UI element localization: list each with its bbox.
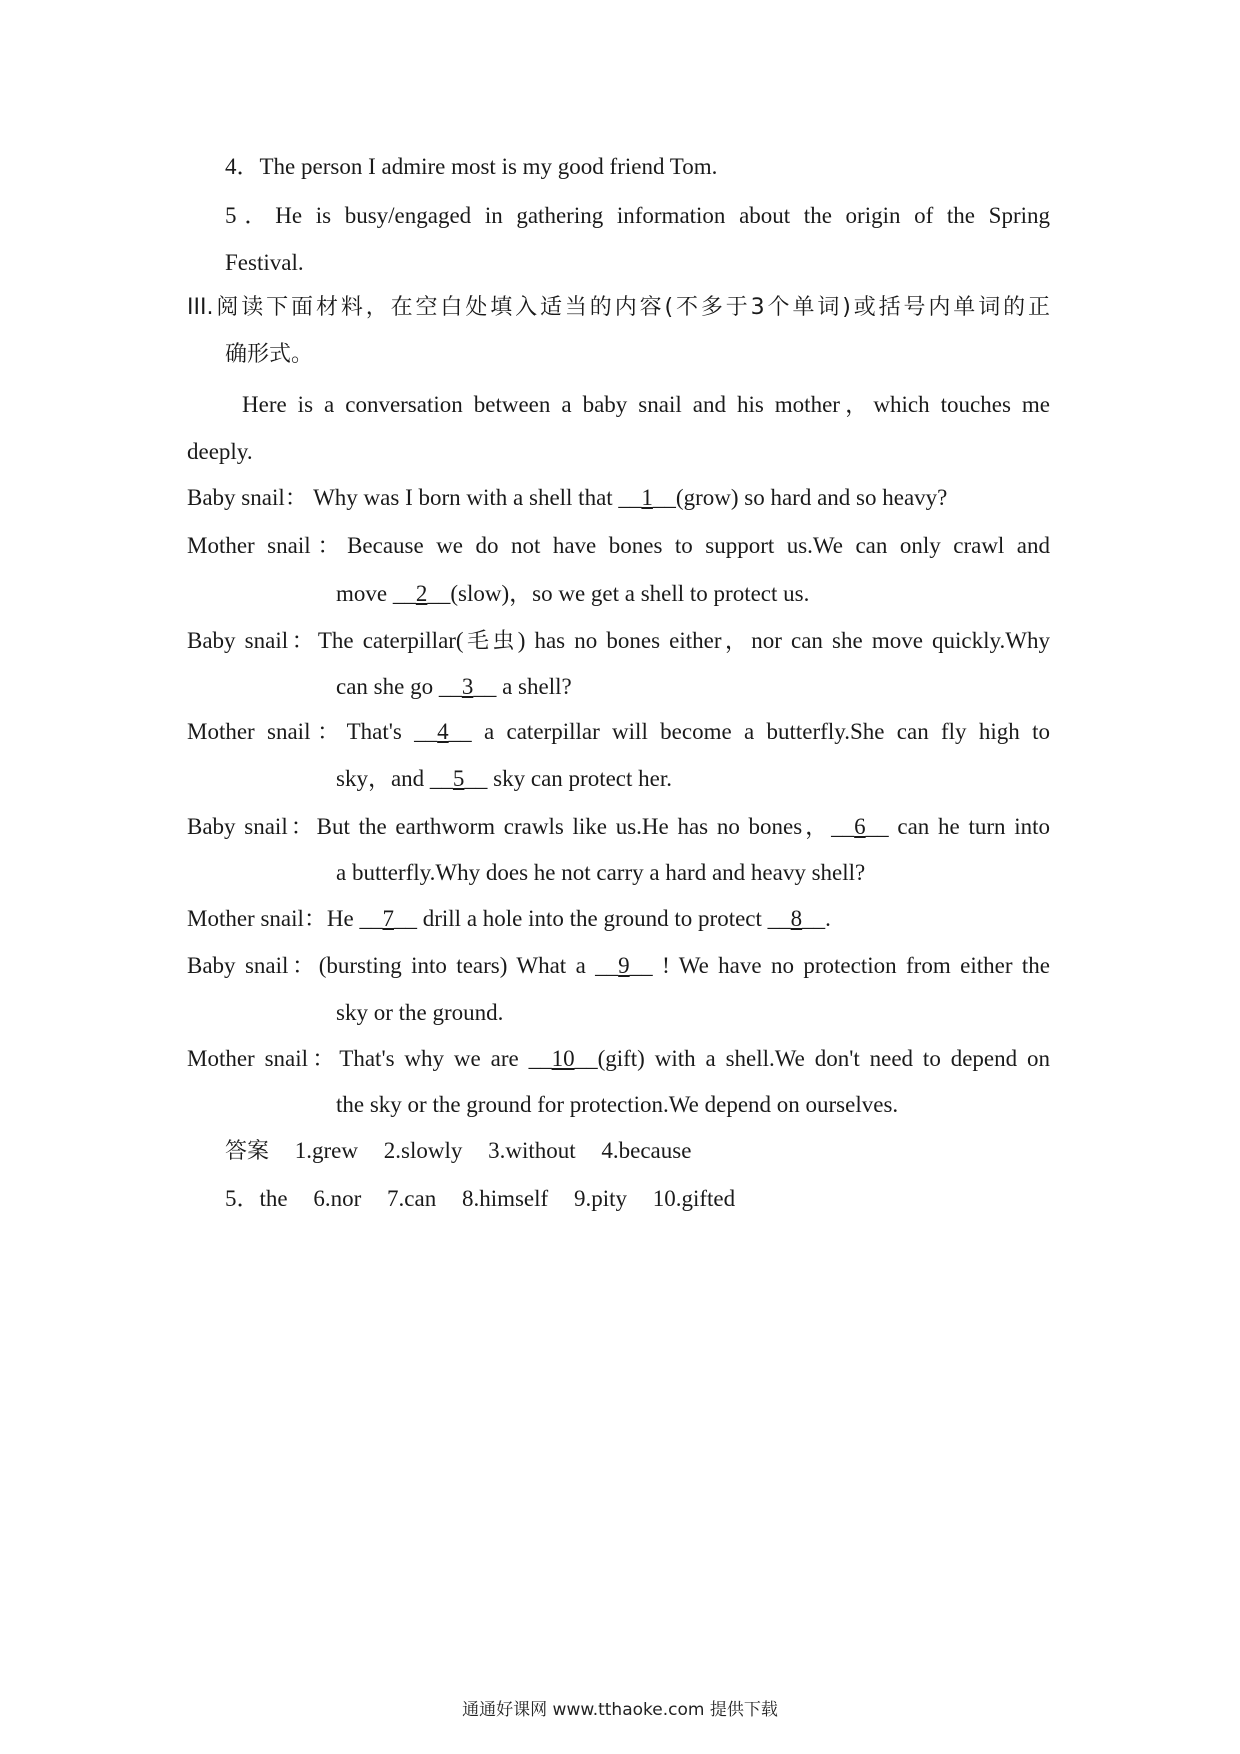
section-heading-text: 确形式。 xyxy=(225,342,314,367)
item-text: Festival. xyxy=(225,250,304,275)
speaker-label: Mother snail： xyxy=(187,533,348,558)
blank-7: 7 xyxy=(382,906,394,931)
speaker-label: Mother snail： xyxy=(187,1046,340,1071)
item-text: He is busy/engaged in gathering information about the origin of the Spring xyxy=(275,203,1050,228)
blank-5: 5 xyxy=(452,766,465,791)
answer-item: 3.without xyxy=(488,1138,576,1163)
blank-1: 1 xyxy=(641,485,653,510)
dialogue-text: __. xyxy=(802,906,831,931)
answer-row-1 xyxy=(225,1137,691,1165)
dialogue-text: That's __ xyxy=(346,719,438,744)
section-heading xyxy=(187,295,1050,321)
dialogue-line-5 xyxy=(336,673,572,701)
answer-row-2 xyxy=(225,1185,735,1213)
answer-item: 1.grew xyxy=(294,1138,358,1163)
answer-item: 8.himself xyxy=(461,1186,549,1211)
item-number: 5． xyxy=(225,203,276,228)
dialogue-line-2 xyxy=(187,532,1050,560)
dialogue-line-9 xyxy=(336,859,865,887)
blank-4: 4 xyxy=(437,719,449,744)
dialogue-line-7 xyxy=(336,765,672,793)
dialogue-text: __ drill a hole into the ground to protect __ xyxy=(393,906,791,931)
dialogue-text: the sky or the ground for protection.We depend on ourselves. xyxy=(336,1092,899,1117)
speaker-label: Baby snail： xyxy=(187,814,317,839)
dialogue-text: (bursting into tears) What a __ xyxy=(318,953,619,978)
answer-item: 5．the xyxy=(225,1186,288,1211)
answer-item: 2.slowly xyxy=(383,1138,463,1163)
answer-item: 7.can xyxy=(387,1186,437,1211)
chinese-gloss: 毛虫 xyxy=(463,629,518,654)
page-footer xyxy=(0,1700,1240,1720)
speaker-label: Mother snail： xyxy=(187,906,327,931)
dialogue-text: That's why we are __ xyxy=(339,1046,552,1071)
speaker-label: Baby snail： xyxy=(187,953,319,978)
dialogue-text: __ can he turn into xyxy=(865,814,1050,839)
dialogue-text: move __ xyxy=(336,581,416,606)
dialogue-text: Why was I born with a shell that __ xyxy=(313,485,642,510)
answer-item: 10.gifted xyxy=(652,1186,736,1211)
dialogue-text: a butterfly.Why does he not carry a hard and heavy shell? xyxy=(336,860,866,885)
blank-10: 10 xyxy=(551,1046,575,1071)
dialogue-text: The caterpillar( xyxy=(317,628,464,653)
dialogue-text: ) has no bones either，nor can she move quickly.Why xyxy=(517,628,1050,653)
dialogue-line-3 xyxy=(336,580,809,608)
footer-text: 通通好课网 www.tthaoke.com 提供下载 xyxy=(462,1700,778,1720)
item-text: The person I admire most is my good friend Tom. xyxy=(259,154,718,179)
blank-6: 6 xyxy=(854,814,866,839)
answer-item: 4.because xyxy=(601,1138,692,1163)
blank-2: 2 xyxy=(415,581,428,606)
dialogue-text: __ a caterpillar will become a butterfly.She can fly high to xyxy=(448,719,1050,744)
speaker-label: Baby snail： xyxy=(187,628,318,653)
dialogue-text: sky or the ground. xyxy=(336,1000,504,1025)
answer-label: 答案 xyxy=(225,1139,270,1164)
section-heading-text: III.阅读下面材料，在空白处填入适当的内容(不多于3个单词)或括号内单词的正 xyxy=(187,295,1050,320)
item-4 xyxy=(225,153,717,181)
item-5 xyxy=(225,202,1050,230)
blank-9: 9 xyxy=(618,953,630,978)
dialogue-line-6 xyxy=(187,718,1050,746)
answer-item: 9.pity xyxy=(573,1186,627,1211)
dialogue-text: __(gift) with a shell.We don't need to depend on xyxy=(574,1046,1050,1071)
speaker-label: Baby snail： xyxy=(187,485,308,510)
item-5-continuation xyxy=(225,249,304,277)
intro-paragraph xyxy=(242,391,1050,419)
dialogue-line-14 xyxy=(336,1091,898,1119)
dialogue-text: can she go __ xyxy=(336,674,462,699)
dialogue-line-11 xyxy=(187,952,1050,980)
intro-text: deeply. xyxy=(187,439,253,464)
answer-item: 6.nor xyxy=(313,1186,362,1211)
dialogue-line-12 xyxy=(336,999,503,1027)
dialogue-text: __(grow) so hard and so heavy? xyxy=(652,485,948,510)
intro-text: Here is a conversation between a baby snail and his mother，which touches me xyxy=(242,392,1050,417)
dialogue-text: __(slow)，so we get a shell to protect us. xyxy=(427,581,810,606)
dialogue-text: __ sky can protect her. xyxy=(464,766,672,791)
dialogue-line-10 xyxy=(187,905,831,933)
dialogue-text: But the earthworm crawls like us.He has no bones，__ xyxy=(316,814,855,839)
speaker-label: Mother snail： xyxy=(187,719,347,744)
blank-8: 8 xyxy=(790,906,803,931)
dialogue-text: Because we do not have bones to support us.We can only crawl and xyxy=(347,533,1050,558)
intro-continuation xyxy=(187,438,253,466)
item-number: 4． xyxy=(225,154,260,179)
section-heading-continuation xyxy=(225,342,313,368)
blank-3: 3 xyxy=(461,674,474,699)
dialogue-text: __ ! We have no protection from either the xyxy=(629,953,1050,978)
dialogue-text: He __ xyxy=(326,906,383,931)
dialogue-line-4 xyxy=(187,627,1050,655)
dialogue-line-8 xyxy=(187,813,1050,841)
dialogue-text: sky，and __ xyxy=(336,766,453,791)
dialogue-text: __ a shell? xyxy=(473,674,572,699)
dialogue-line-1 xyxy=(187,484,947,512)
dialogue-line-13 xyxy=(187,1045,1050,1073)
